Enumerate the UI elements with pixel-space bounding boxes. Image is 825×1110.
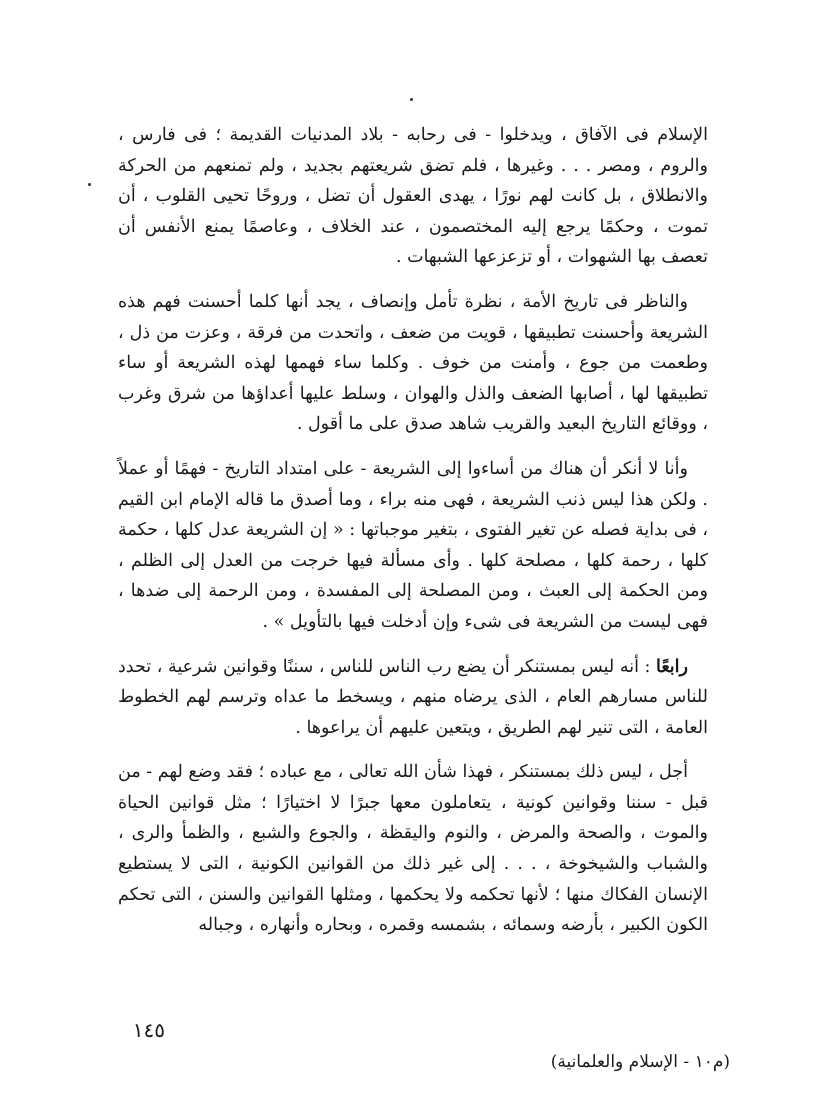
page-body	[118, 120, 708, 955]
page-speck	[410, 98, 413, 101]
footer-book-title: (م١٠ - الإسلام والعلمانية)	[550, 1052, 730, 1072]
paragraph-4-lead: رابعًا	[656, 656, 688, 677]
paragraph-1: الإسلام فى الآفاق ، ويدخلوا - فى رحابه - بلاد المدنيات القديمة ؛ فى فارس ، والروم ، ومصر . . . وغيرها ، فلم تضق شريعتهم بجديد ، ولم تمنعهم من الحركة والانطلاق ، بل كانت لهم نورًا ، يهدى العقول أن تضل ، وروحًا تحيى القلوب ، أن تموت ، وحكمًا يرجع إليه المختصمون ، عند الخلاف ، وعاصمًا يمنع الأنفس أن تعصف بها الشهوات ، أو تزعزعها الشبهات .	[118, 125, 708, 268]
paragraph-5: أجل ، ليس ذلك بمستنكر ، فهذا شأن الله تعالى ، مع عباده ؛ فقد وضع لهم - من قبل - سننا وقوانين كونية ، يتعاملون معها جبرًا لا اختيارًا ؛ مثل قوانين الحياة والموت ، والصحة والمرض ، والنوم واليقظة ، والجوع والشبع ، والظمأ والرى ، والشباب والشيخوخة ، . . . إلى غير ذلك من القوانين الكونية ، التى لا يستطيع الإنسان الفكاك منها ؛ لأنها تحكمه ولا يحكمها ، ومثلها القوانين والسنن ، التى تحكم الكون الكبير ، بأرضه وسمائه ، بشمسه وقمره ، وبحاره وأنهاره ، وجباله	[118, 762, 708, 936]
paragraph-2: والناظر فى تاريخ الأمة ، نظرة تأمل وإنصاف ، يجد أنها كلما أحسنت فهم هذه الشريعة وأحسنت تطبيقها ، قويت من ضعف ، واتحدت من فرقة ، وعزت من ذل ، وطعمت من جوع ، وأمنت من خوف . وكلما ساء فهمها لهذه الشريعة أو ساء تطبيقها لها ، أصابها الضعف والذل والهوان ، وسلط عليها أعداؤها من شرق وغرب ، ووقائع التاريخ البعيد والقريب شاهد صدق على ما أقول .	[118, 291, 708, 435]
paragraph-3: وأنا لا أنكر أن هناك من أساءوا إلى الشريعة - على امتداد التاريخ - فهمًا أو عملاً . ولكن هذا ليس ذنب الشريعة ، فهى منه براء ، وما أصدق ما قاله الإمام ابن القيم ، فى بداية فصله عن تغير الفتوى ، بتغير موجباتها : « إن الشريعة عدل كلها ، حكمة كلها ، رحمة كلها ، مصلحة كلها . وأى مسألة فيها خرجت من العدل إلى الظلم ، ومن الحكمة إلى العبث ، ومن المصلحة إلى المفسدة ، ومن الرحمة إلى ضدها ، فهى ليست من الشريعة فى شىء وإن أدخلت فيها بالتأويل » .	[118, 458, 708, 632]
paragraph-4	[118, 652, 708, 744]
paragraph-4-text: : أنه ليس بمستنكر أن يضع رب الناس للناس ، سننًا وقوانين شرعية ، تحدد للناس مسارهم العام ، الذى يرضاه منهم ، ويسخط ما عداه وترسم لهم الخطوط العامة ، التى تنير لهم الطريق ، ويتعين عليهم أن يراعوها .	[118, 656, 708, 738]
page-number: ١٤٥	[132, 1018, 165, 1042]
page-speck	[88, 183, 91, 186]
